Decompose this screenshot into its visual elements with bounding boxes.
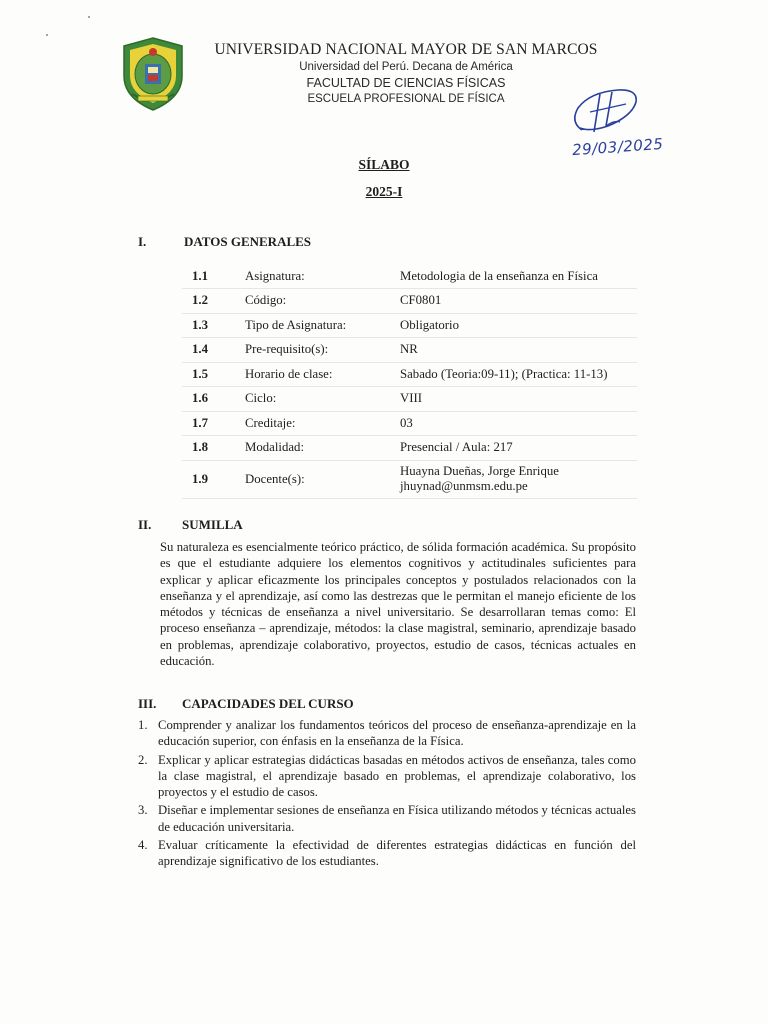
item-number: 1. [138, 718, 148, 732]
row-label: Pre-requisito(s): [245, 342, 329, 357]
university-name: UNIVERSIDAD NACIONAL MAYOR DE SAN MARCOS [214, 41, 598, 58]
faculty-name: FACULTAD DE CIENCIAS FÍSICAS [306, 76, 506, 90]
table-row [182, 264, 637, 289]
row-label: Tipo de Asignatura: [245, 317, 347, 332]
school-name: ESCUELA PROFESIONAL DE FÍSICA [307, 93, 505, 105]
row-number: 1.4 [192, 342, 208, 357]
document-title: SÍLABO [358, 157, 410, 172]
section-heading-sumilla: SUMILLA [182, 517, 243, 532]
row-number: 1.9 [192, 471, 208, 486]
item-number: 2. [138, 752, 148, 767]
table-row [182, 411, 637, 436]
table-row [182, 338, 637, 363]
item-text: Diseñar e implementar sesiones de enseñanza en Física utilizando métodos y técnicas actuales de educación universitaria. [158, 803, 636, 834]
sumilla-paragraph: Su naturaleza es esencialmente teórico práctico, de sólida formación académica. Su propósito es que el estudiante adquiere los elementos cognitivos y actitudinales suficientes para explicar y aplicar eficazmente los principales conceptos y postulados relacionados con la enseñanza y el aprendizaje, así como las destrezas que le permitan el manejo eficiente de los métodos y técnicas de enseñanza a nivel universitario. Se desarrollaran temas como: El proceso enseñanza – aprendizaje, métodos: la clase magistral, seminario, aprendizaje basado en problemas, aprendizaje colaborativo, proyectos, estudio de casos, técnicas actuales en educación. [160, 540, 636, 669]
table-row [182, 313, 637, 338]
row-label: Asignatura: [245, 268, 305, 283]
section-heading-capacidades: CAPACIDADES DEL CURSO [182, 696, 354, 711]
capacidades-list [138, 717, 636, 872]
row-value: Obligatorio [400, 317, 459, 332]
row-label: Código: [245, 293, 287, 308]
list-item [138, 837, 636, 870]
item-number: 4. [138, 838, 148, 853]
row-number: 1.2 [192, 293, 208, 308]
section-number-sumilla: II. [138, 517, 152, 532]
table-row [182, 387, 637, 412]
row-value: NR [400, 342, 418, 357]
row-value: Metodologia de la enseñanza en Física [400, 268, 598, 283]
item-text: Evaluar críticamente la efectividad de diferentes estrategias didácticas en función del aprendizaje significativo de los estudiantes. [158, 838, 636, 869]
row-number: 1.8 [192, 440, 208, 455]
list-item [138, 752, 636, 801]
document-term: 2025-I [365, 184, 403, 199]
row-number: 1.1 [192, 268, 208, 283]
row-value: VIII [400, 391, 423, 406]
row-number: 1.7 [192, 415, 208, 430]
row-label: Creditaje: [245, 415, 296, 430]
letterhead [196, 40, 616, 107]
section-heading-general: DATOS GENERALES [184, 234, 312, 249]
section-number-capacidades: III. [138, 696, 157, 711]
row-label: Horario de clase: [245, 366, 333, 381]
item-text: Comprender y analizar los fundamentos teóricos del proceso de enseñanza-aprendizaje en la educación superior, con énfasis en la enseñanza de la Física. [158, 718, 636, 749]
list-item [138, 717, 636, 750]
row-value: 03 [400, 415, 413, 430]
row-value: Presencial / Aula: 217 [400, 440, 513, 455]
university-subtitle: Universidad del Perú. Decana de América [299, 61, 513, 73]
row-value [400, 460, 637, 498]
row-label: Docente(s): [245, 471, 305, 486]
row-number: 1.3 [192, 317, 208, 332]
table-row [182, 436, 637, 461]
row-value: Sabado (Teoria:09-11); (Practica: 11-13) [400, 366, 608, 381]
row-label: Modalidad: [245, 440, 304, 455]
table-row [182, 362, 637, 387]
section-number-general: I. [138, 234, 147, 249]
list-item [138, 802, 636, 835]
row-number: 1.5 [192, 366, 208, 381]
scan-speck [88, 16, 90, 18]
teacher-email: jhuynad@unmsm.edu.pe [400, 479, 528, 493]
teacher-name: Huayna Dueñas, Jorge Enrique [400, 464, 559, 478]
row-number: 1.6 [192, 391, 208, 406]
table-row [182, 460, 637, 498]
table-row [182, 289, 637, 314]
row-value: CF0801 [400, 293, 442, 308]
university-seal-icon [118, 36, 188, 112]
general-data-table [182, 264, 637, 499]
row-label: Ciclo: [245, 391, 277, 406]
item-number: 3. [138, 803, 148, 818]
scan-speck [46, 34, 48, 36]
signature-date: 29/03/2025 [571, 134, 664, 160]
item-text: Explicar y aplicar estrategias didácticas basadas en métodos activos de enseñanza, tales como la clase magistral, el aprendizaje basado en problemas, el aprendizaje colaborativo, los proyectos y el estudio de casos. [158, 752, 636, 800]
